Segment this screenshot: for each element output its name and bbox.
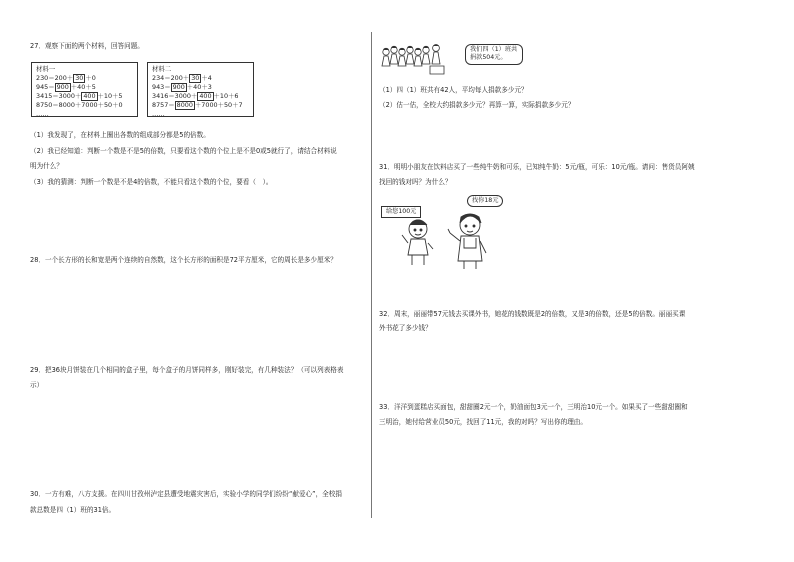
q27-sub2-line1: （2）我已经知道：判断一个数是不是5的倍数，只要看这个数的个位上是不是0或5就行了，请结合材料说 [30,147,337,155]
q30-line1: 30．一方有难，八方支援。在四川甘孜州泸定县遭受地震灾害后，实验小学的同学们纷纷“献爱心”，全校捐 [30,490,342,498]
right-q-sub2: （2）估一估，全校大约捐款多少元？再算一算，实际捐款多少元？ [379,101,575,109]
material-two-line: …… [152,110,165,118]
q27-title: 27．观察下面的两个材料，回答问题。 [30,42,144,50]
q29-line1: 29．把36块月饼装在几个相同的盒子里，每个盒子的月饼同样多，刚好装完，有几种装法？（可以列表格表 [30,366,344,374]
material-one-box [31,62,138,117]
q33-line1: 33．洋洋到蛋糕店买面包，甜甜圈2元一个，奶油面包3元一个，三明治10元一个。如果买了一些甜甜圈和 [379,403,688,411]
q31-line2: 找回的钱对吗？为什么？ [379,178,452,186]
material-one-line: 8750＝8000＋7000＋50＋0 [36,101,123,109]
material-two-box [147,62,254,117]
q27-sub1: （1）我发现了，在材料上圈出各数的组成部分都是5的倍数。 [30,131,210,139]
material-two-line: 3416＝3000＋ 400 ＋10＋6 [152,92,239,100]
students-group-illustration [380,42,460,76]
q27-sub2-line2: 明为什么？ [30,162,63,170]
q32-line2: 外书花了多少钱？ [379,324,432,332]
q33-line2: 三明治，她付给营业员50元，找回了11元，我的对吗？写出你的理由。 [379,418,587,426]
material-one-line: 230＝200＋ 30 ＋0 [36,74,96,82]
material-one-line: 3415＝3000＋ 400 ＋10＋5 [36,92,123,100]
q28-text: 28．一个长方形的长和宽是两个连续的自然数，这个长方形的面积是72平方厘米，它的周长是多少厘米？ [30,256,337,264]
right-q-sub1: （1）四（1）班共有42人，平均每人捐款多少元？ [379,86,528,94]
children-illustration [400,203,495,271]
speech-bubble-donation [465,44,523,65]
material-two-line: 943＝ 900 ＋40＋3 [152,83,212,91]
q27-sub3: （3）我的猜测：判断一个数是不是4的倍数，不能只看这个数的个位，要看（ ）。 [30,178,273,186]
speech-line-1: 我们四（1）班共 [470,46,518,53]
material-two-line: 234＝200＋ 30 ＋4 [152,74,212,82]
q29-line2: 示） [30,381,44,389]
speech-line-2: 捐款504元。 [470,54,507,61]
material-one-header: 材料一 [36,65,56,73]
material-two-header: 材料二 [152,65,172,73]
label-change-18: 找你18元 [467,195,503,207]
label-give-100: 给您100元 [381,206,421,218]
q30-line2: 款总数是四（1）班的31倍。 [30,506,116,514]
material-one-line: 945＝ 900 ＋40＋5 [36,83,96,91]
material-two-line: 8757＝ 8000 ＋7000＋50＋7 [152,101,243,109]
q32-line1: 32．周末，丽丽带57元钱去买课外书，她花的钱数既是2的倍数，又是3的倍数，还是5的倍数。丽丽买课 [379,310,686,318]
q31-line1: 31．明明小朋友在饮料店买了一些纯牛奶和可乐，已知纯牛奶：5元/瓶，可乐：10元/瓶。请问：售货员阿姨 [379,163,695,171]
material-one-line: …… [36,110,49,118]
column-divider [371,32,372,518]
